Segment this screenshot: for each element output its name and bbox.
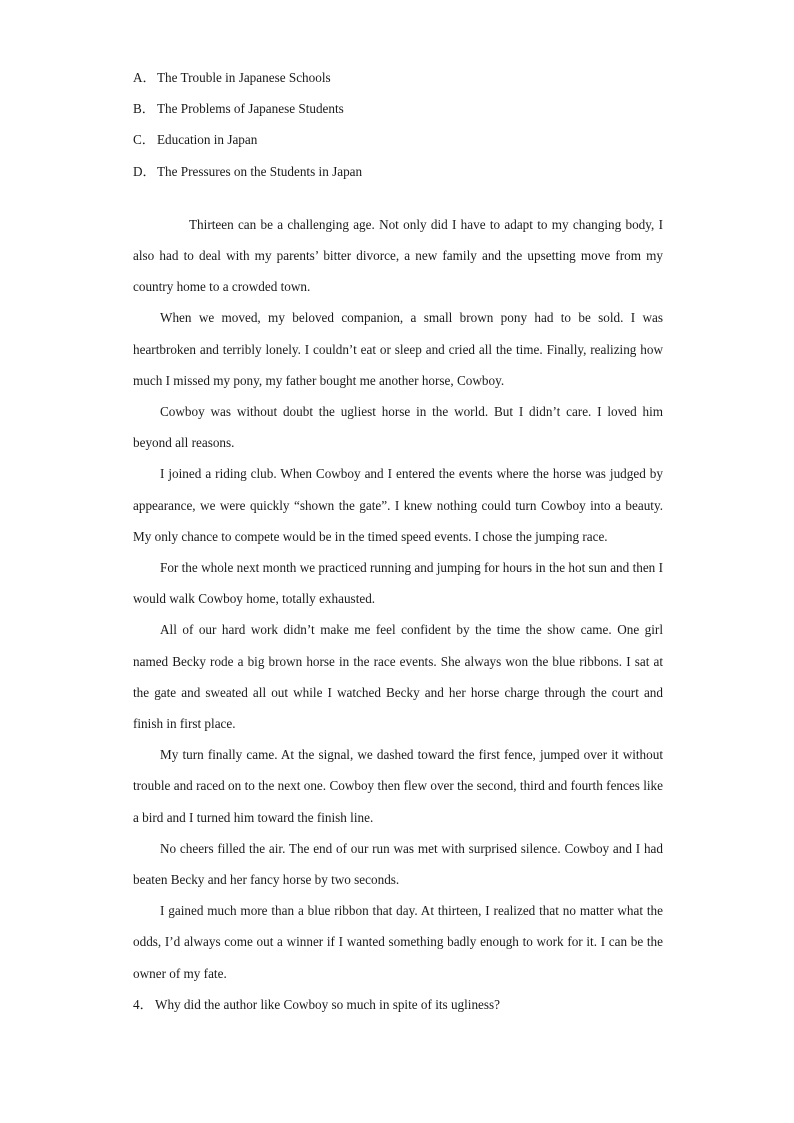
passage-paragraph: All of our hard work didn’t make me feel confident by the time the show came. One girl named Becky rode a big brown horse in the race events. She always won the blue ribbons. I sat at the gate and sweated all out while I watched Becky and her horse charge through the court and finish in first place. [133, 622, 663, 732]
option-text: The Trouble in Japanese Schools [157, 70, 331, 85]
passage-paragraph: When we moved, my beloved companion, a small brown pony had to be sold. I was heartbroken and terribly lonely. I couldn’t eat or sleep and cried all the time. Finally, realizing how much I missed my pony, my father bought me another horse, Cowboy. [133, 310, 663, 388]
passage-paragraph: I joined a riding club. When Cowboy and I entered the events where the horse was judged by appearance, we were quickly “shown the gate”. I knew nothing could turn Cowboy into a beauty. My only chance to compete would be in the timed speed events. I chose the jumping race. [133, 466, 663, 544]
passage-paragraph: My turn finally came. At the signal, we dashed toward the first fence, jumped over it without trouble and raced on to the next one. Cowboy then flew over the second, third and fourth fences like a bird and I turned him toward the finish line. [133, 747, 663, 825]
question-text: Why did the author like Cowboy so much in spite of its ugliness? [155, 996, 501, 1012]
option-text: Education in Japan [157, 132, 258, 148]
option-letter: B． [133, 101, 155, 117]
answer-option-b [133, 93, 663, 124]
document-page [133, 62, 663, 1020]
option-text: The Problems of Japanese Students [157, 101, 344, 117]
answer-option-c [133, 124, 663, 155]
answer-option-d [133, 156, 663, 187]
passage-paragraph: No cheers filled the air. The end of our run was met with surprised silence. Cowboy and I had beaten Becky and her fancy horse by two seconds. [133, 840, 663, 888]
passage-paragraph: I gained much more than a blue ribbon that day. At thirteen, I realized that no matter what the odds, I’d always come out a winner if I wanted something badly enough to work for it. I can be the owner of my fate. [133, 903, 663, 981]
question-4 [133, 989, 663, 1020]
question-number: 4． [133, 996, 153, 1012]
reading-passage [133, 209, 663, 989]
option-letter: A． [133, 70, 156, 85]
option-letter: D． [133, 163, 156, 179]
option-text: The Pressures on the Students in Japan [157, 163, 363, 179]
answer-option-a [133, 62, 663, 93]
passage-paragraph: Thirteen can be a challenging age. Not only did I have to adapt to my changing body, I also had to deal with my parents’ bitter divorce, a new family and the upsetting move from my country home to a crowded town. [133, 216, 663, 295]
passage-paragraph: Cowboy was without doubt the ugliest horse in the world. But I didn’t care. I loved him beyond all reasons. [133, 404, 663, 451]
passage-paragraph: For the whole next month we practiced running and jumping for hours in the hot sun and then I would walk Cowboy home, totally exhausted. [133, 560, 663, 607]
section-gap [133, 187, 663, 209]
option-letter: C． [133, 132, 155, 148]
